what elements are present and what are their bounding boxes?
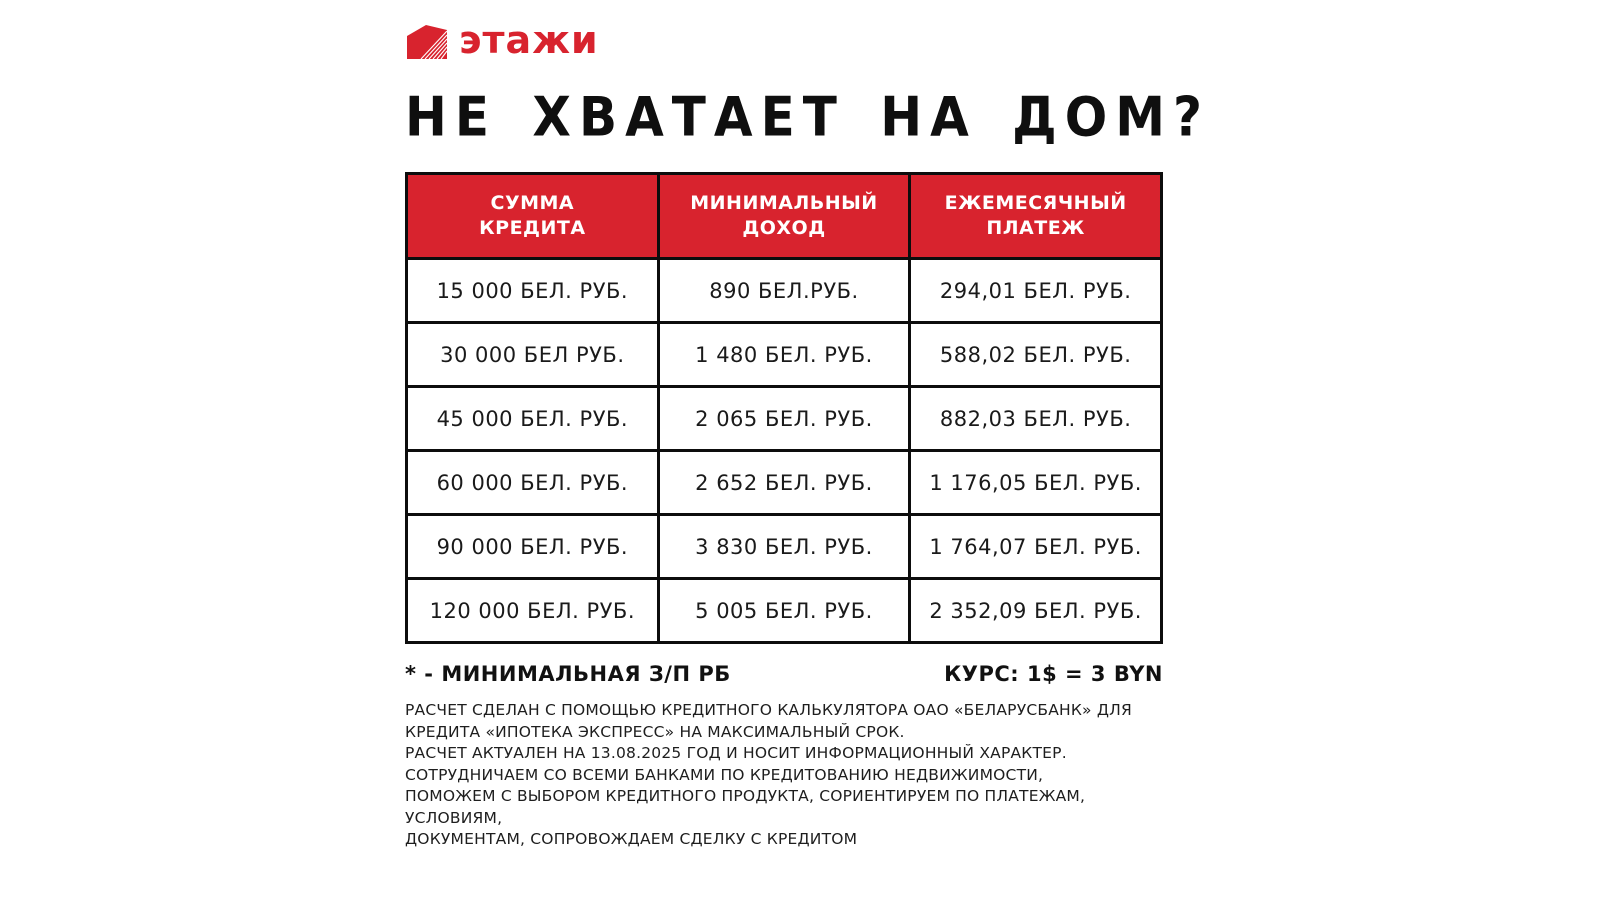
- footnote-exchange-rate: КУРС: 1$ = 3 BYN: [944, 662, 1163, 686]
- table-cell: 294,01 БЕЛ. РУБ.: [910, 259, 1162, 323]
- column-header: ЕЖЕМЕСЯЧНЫЙ ПЛАТЕЖ: [910, 174, 1162, 259]
- table-cell: 588,02 БЕЛ. РУБ.: [910, 323, 1162, 387]
- table-row: [407, 387, 1162, 451]
- credit-table-header: [407, 174, 1162, 259]
- table-cell: 882,03 БЕЛ. РУБ.: [910, 387, 1162, 451]
- disclaimer-line: СОТРУДНИЧАЕМ СО ВСЕМИ БАНКАМИ ПО КРЕДИТОВАНИЮ НЕДВИЖИМОСТИ,: [405, 765, 1044, 784]
- table-cell: 45 000 БЕЛ. РУБ.: [407, 387, 659, 451]
- table-cell: 120 000 БЕЛ. РУБ.: [407, 579, 659, 643]
- table-cell: 2 065 БЕЛ. РУБ.: [658, 387, 910, 451]
- table-row: [407, 515, 1162, 579]
- table-cell: 2 652 БЕЛ. РУБ.: [658, 451, 910, 515]
- brand-logo: [405, 20, 1165, 64]
- page-title: НЕ ХВАТАЕТ НА ДОМ?: [405, 86, 1210, 149]
- brand-name: этажи: [459, 18, 599, 62]
- table-cell: 90 000 БЕЛ. РУБ.: [407, 515, 659, 579]
- table-row: [407, 451, 1162, 515]
- table-cell: 890 БЕЛ.РУБ.: [658, 259, 910, 323]
- table-cell: 2 352,09 БЕЛ. РУБ.: [910, 579, 1162, 643]
- column-header: МИНИМАЛЬНЫЙ ДОХОД: [658, 174, 910, 259]
- table-cell: 30 000 БЕЛ РУБ.: [407, 323, 659, 387]
- table-cell: 15 000 БЕЛ. РУБ.: [407, 259, 659, 323]
- table-cell: 3 830 БЕЛ. РУБ.: [658, 515, 910, 579]
- content-column: [405, 0, 1210, 851]
- table-cell: 5 005 БЕЛ. РУБ.: [658, 579, 910, 643]
- credit-table: [405, 172, 1163, 644]
- table-cell: 1 480 БЕЛ. РУБ.: [658, 323, 910, 387]
- disclaimer-line: ДОКУМЕНТАМ, СОПРОВОЖДАЕМ СДЕЛКУ С КРЕДИТОМ: [405, 830, 858, 848]
- footnote-row: [405, 662, 1163, 686]
- disclaimer-line: РАСЧЕТ СДЕЛАН С ПОМОЩЬЮ КРЕДИТНОГО КАЛЬКУЛЯТОРА ОАО «БЕЛАРУСБАНК» ДЛЯ: [405, 701, 1133, 719]
- disclaimer-line: РАСЧЕТ АКТУАЛЕН НА 13.08.2025 ГОД И НОСИТ ИНФОРМАЦИОННЫЙ ХАРАКТЕР.: [405, 744, 1067, 762]
- disclaimer-text: [405, 700, 1165, 851]
- disclaimer-line: КРЕДИТА «ИПОТЕКА ЭКСПРЕСС» НА МАКСИМАЛЬНЫЙ СРОК.: [405, 722, 905, 741]
- table-cell: 1 176,05 БЕЛ. РУБ.: [910, 451, 1162, 515]
- credit-table-body: [407, 259, 1162, 643]
- house-rays-icon: [405, 23, 449, 61]
- table-row: [407, 259, 1162, 323]
- table-row: [407, 323, 1162, 387]
- table-cell: 60 000 БЕЛ. РУБ.: [407, 451, 659, 515]
- disclaimer-line: УСЛОВИЯМ,: [405, 808, 503, 827]
- table-row: [407, 579, 1162, 643]
- column-header: СУММА КРЕДИТА: [407, 174, 659, 259]
- table-cell: 1 764,07 БЕЛ. РУБ.: [910, 515, 1162, 579]
- header-row: [407, 174, 1162, 259]
- disclaimer-line: ПОМОЖЕМ С ВЫБОРОМ КРЕДИТНОГО ПРОДУКТА, СОРИЕНТИРУЕМ ПО ПЛАТЕЖАМ,: [405, 787, 1086, 805]
- footnote-min-salary: * - МИНИМАЛЬНАЯ З/П РБ: [405, 662, 731, 686]
